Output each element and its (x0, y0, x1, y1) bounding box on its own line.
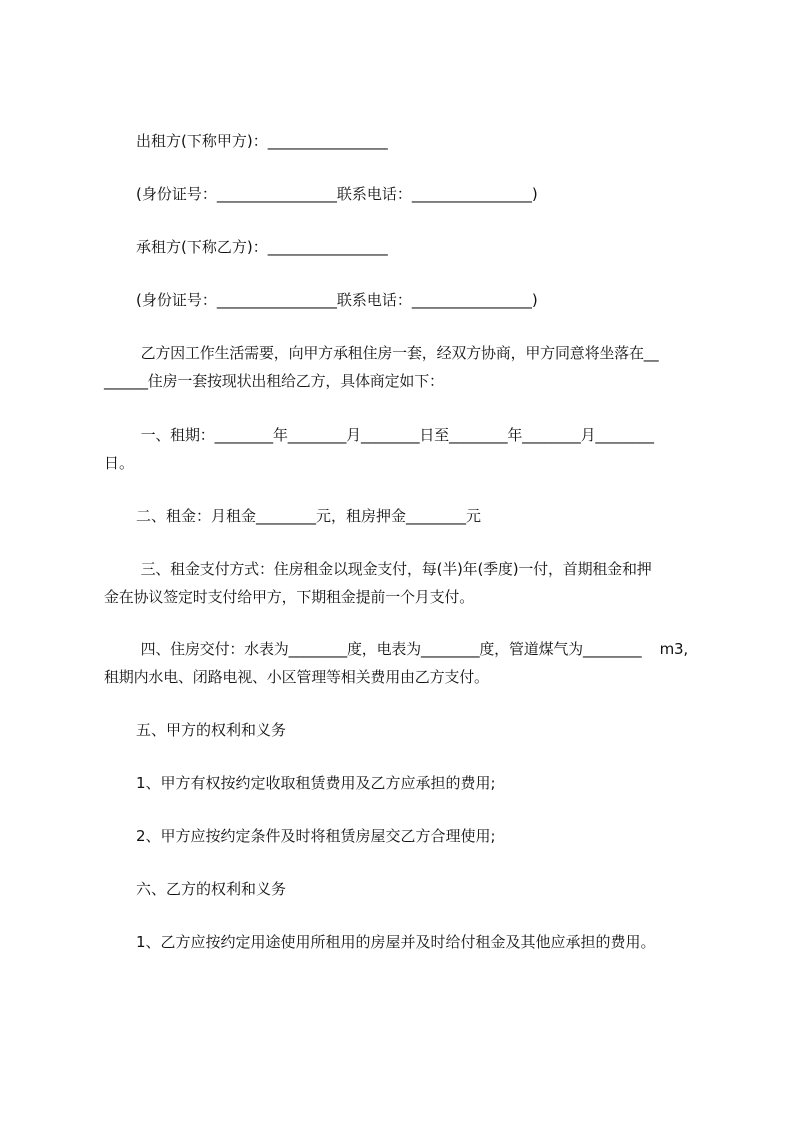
delivery-line-1: 四、住房交付：水表为________度，电表为________度，管道煤气为________ m3, (136, 640, 688, 658)
payment-line-2: 金在协议签定时支付给甲方，下期租金提前一个月支付。 (104, 588, 475, 606)
delivery-line-2: 租期内水电、闭路电视、小区管理等相关费用由乙方支付。 (104, 668, 489, 686)
intro-line-2: ______住房一套按现状出租给乙方，具体商定如下： (104, 372, 444, 390)
lessor-rights-heading: 五、甲方的权利和义务 (136, 721, 287, 739)
lessee-line: 承租方(下称乙方)：________________ (136, 238, 388, 256)
lessee-rights-heading: 六、乙方的权利和义务 (136, 880, 287, 898)
term-line-1: 一、租期：________年________月________日至________年________月________ (136, 426, 654, 444)
term-line-2: 日。 (104, 454, 135, 472)
lessor-right-2: 2、甲方应按约定条件及时将租赁房屋交乙方合理使用; (136, 827, 496, 845)
rent-line: 二、租金：月租金________元，租房押金________元 (136, 507, 482, 525)
payment-line-1: 三、租金支付方式：住房租金以现金支付，每(半)年(季度)一付，首期租金和押 (136, 560, 652, 578)
lessee-id-line: (身份证号：________________联系电话：________________) (136, 291, 538, 309)
lessor-right-1: 1、甲方有权按约定收取租赁费用及乙方应承担的费用; (136, 774, 496, 792)
lessor-line: 出租方(下称甲方)：________________ (136, 132, 388, 150)
lessee-right-1: 1、乙方应按约定用途使用所租用的房屋并及时给付租金及其他应承担的费用。 (136, 933, 656, 951)
lessor-id-line: (身份证号：________________联系电话：________________) (136, 185, 538, 203)
intro-line-1: 乙方因工作生活需要，向甲方承租住房一套，经双方协商，甲方同意将坐落在__ (136, 344, 659, 362)
